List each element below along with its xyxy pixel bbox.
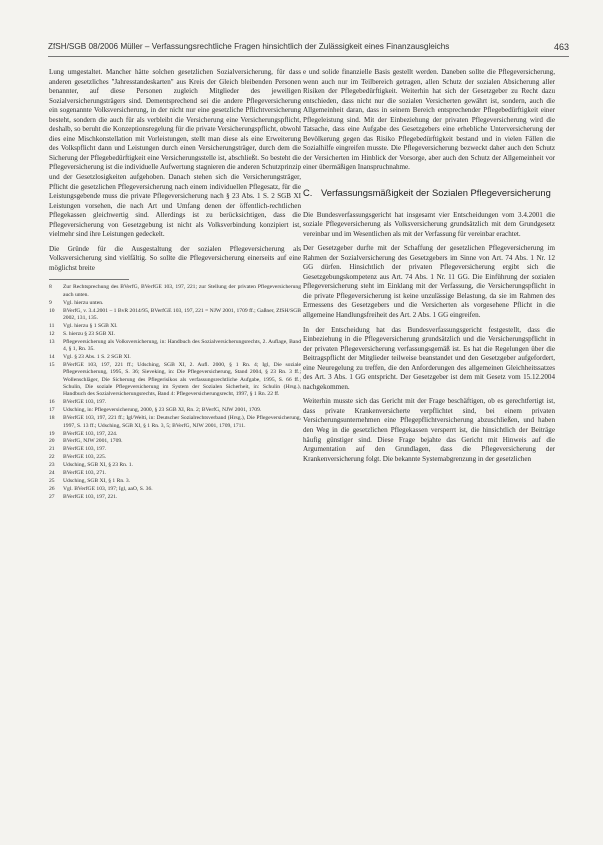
footnote-text: BVerfGE 103, 197.	[63, 446, 107, 453]
page-number: 463	[553, 42, 569, 52]
right-column	[303, 68, 555, 469]
footnote-text: Vgl. § 23 Abs. 1 S. 2 SGB XI.	[63, 354, 131, 361]
footnote-text: Vgl. hierzu unten.	[63, 299, 104, 306]
section-label: C.	[303, 187, 313, 199]
footnote-divider	[49, 279, 129, 280]
footnote-number: 20	[49, 438, 55, 445]
footnote-item	[49, 284, 301, 299]
footnote-text: Pflegeversicherung als Volksversicherung, in: Handbuch des Sozialversicherungsrechts, 2. Auflage, Band 4, § 1, Rn. 35.	[63, 338, 301, 353]
body-paragraph: Der Gesetzgeber durfte mit der Schaffung der gesetzlichen Pflegeversicherung im Rahmen der Sozialversicherung des Gesetzgebers im Sinne von Art. 74 Abs. 1 Nr. 12 GG dürfen. Hinsichtlich der privaten Pflegeversicherung ergibt sich die Gesetzgebungskompetenz aus Art. 74 Abs. 1 Nr. 11 GG. Die Einführung der sozialen Pflegeversicherung steht im Einklang mit der Verfassung, die Versicherungspflicht in die private Pflegeversicherung ist keine unzulässige Belastung, da sie im Rahmen des Ermessens des Gesetzgebers und die Versicherten als vorgesehene Pflicht in die allgemeine Handlungsfreiheit des Art. 2 Abs. 1 GG eingreifen.	[303, 244, 555, 319]
footnote-number: 22	[49, 454, 55, 461]
footnote-item	[49, 308, 301, 323]
running-header	[48, 40, 569, 57]
footnote-item	[49, 399, 301, 406]
body-paragraph: Die Bundesverfassungsgericht hat insgesamt vier Entscheidungen vom 3.4.2001 die soziale Pflegeversicherung als Volksversicherung grundsätzlich mit dem Grundgesetz vereinbar und im Wesentlichen als mit der Verfassung für vereinbar erachtet.	[303, 210, 555, 238]
footnote-number: 21	[49, 446, 55, 453]
footnote-number: 23	[49, 462, 55, 469]
footnote-item	[49, 438, 301, 445]
section-heading	[303, 187, 555, 199]
footnote-item	[49, 407, 301, 414]
section-title: Verfassungsmäßigkeit der Sozialen Pflegeversicherung	[321, 187, 551, 199]
footnote-number: 19	[49, 430, 55, 437]
footnote-number: 27	[49, 494, 55, 501]
footnote-number: 17	[49, 407, 55, 414]
footnote-text: Vgl. BVerfGE 103, 197; Igl, aaO, S. 36.	[63, 486, 153, 493]
footnote-item	[49, 494, 301, 501]
footnote-text: BVerfGE 103, 197, 221 ff.; Igl/Welti, in: Deutscher Sozialrechtsverband (Hrsg.), Die Pflegeversicherung, 1997, S. 13 ff.; Udsching, SGB XI, § 1 Rn. 3, 5; BVerfG, NJW 2001, 1709, 1711.	[63, 415, 301, 429]
footnote-text: BVerfGE 103, 197.	[63, 399, 107, 406]
footnote-text: BVerfGE 103, 197, 221 ff.; Udsching, SGB XI, 2. Aufl. 2000, § 1 Rn. 4; Igl, Die soziale Pflegeversicherung, 1995, S. 36; Sieveking, in: Die Pflegeversicherung, Stand 2004, § 23 Rn. 3 ff.; Wollenschläger, Die Sicherung des Pflegerisikos als verfassungsrechtliche Aufgabe, 1995, S. 66 ff.; Schulin, Die soziale Pflegeversicherung im System der Sozialen Sicherheit, in: Schulin (Hrsg.), Handbuch des Sozialversicherungsrechts, Band 4: Pflegeversicherungsrecht, 1997, § 1 Rn. 22 ff.	[63, 362, 301, 398]
footnote-text: Zur Rechtsprechung des BVerfG, BVerfGE 103, 197, 221; zur Stellung der privaten Pflegeversicherung auch unten.	[63, 284, 301, 298]
footnote-text: Vgl. hierzu § 1 SGB XI.	[63, 322, 118, 329]
footnote-number: 12	[49, 330, 55, 337]
footnote-item	[49, 454, 301, 461]
footnote-item	[49, 362, 301, 399]
footnote-item	[49, 462, 301, 469]
footnote-text: Udsching, SGB XI, § 23 Rn. 1.	[63, 462, 133, 469]
footnote-number: 15	[49, 362, 55, 369]
footnote-item	[49, 478, 301, 485]
footnote-number: 13	[49, 338, 55, 345]
footnote-item	[49, 446, 301, 453]
footnote-number: 10	[49, 307, 55, 314]
left-column	[49, 68, 301, 502]
footnote-text: BVerfG, v. 3.4.2001 – 1 BvR 2014/95, BVerfGE 103, 197, 221 = NJW 2001, 1709 ff.; Gaßner, ZfSH/SGB 2002, 131, 135.	[63, 307, 301, 322]
footnote-text: BVerfG, NJW 2001, 1709.	[63, 438, 123, 445]
body-paragraph: In der Entscheidung hat das Bundesverfassungsgericht festgestellt, dass die Einbeziehung in die Pflegeversicherung grundsätzlich und die Versicherungspflicht in der privaten Pflegeversicherung verfassungsgemäß ist. Es hat die Regelungen über die Beitragspflicht der Mitglieder teilweise beanstandet und den Gesetzgeber aufgefordert, eine Neuregelung zu treffen, die den Anforderungen des allgemeinen Gleichheitssatzes des Art. 3 Abs. 1 GG entspricht. Der Gesetzgeber ist dem mit Gesetz vom 15.12.2004 nachgekommen.	[303, 325, 555, 391]
footnote-text: BVerfGE 103, 271.	[63, 470, 107, 477]
body-paragraph: e und solide finanzielle Basis gestellt werden. Daneben sollte die Pflegeversicherung, wenn auch nur im Teilbereich getragen, allen Schutz der sozialen Absicherung aller Risiken der Pflegebedürftigkeit. Weiterhin hat sich der Gesetzgeber zu Recht dazu entschieden, dass nicht nur die sozialen Versicherten gewährt ist, sondern, auch die Allgemeinheit daran, dass in seinem Bereich entsprechender Pflegebedürftigkeit einer Pflegeleistung sind. Mit der Einbeziehung der privaten Pflegeversicherung wird die Tatsache, dass eine Aufgabe des Gesetzgebers eine erhebliche Unterversicherung der Bevölkerung gegen das Risiko Pflegebedürftigkeit bestand und in vielen Fällen die Sozialhilfe eingreifen musste. Die Pflegeversicherung bezweckt daher auch den Schutz der Versicherten im Hinblick der Vorsorge, aber auch den Schutz der Allgemeinheit vor einer übermäßigen Inanspruchnahme.	[303, 68, 555, 172]
footnote-text: BVerfGE 103, 197, 221.	[63, 494, 118, 501]
footnote-number: 16	[49, 399, 55, 406]
footnote-item	[49, 431, 301, 438]
footnote-number: 14	[49, 354, 55, 361]
footnote-number: 9	[49, 299, 52, 306]
footnote-item	[49, 354, 301, 361]
footnote-number: 18	[49, 415, 55, 422]
footnote-text: Udsching, in: Pflegeversicherung, 2000, § 23 SGB XI, Rn. 2; BVerfG, NJW 2001, 1709.	[63, 407, 262, 414]
footnote-text: S. hierzu § 23 SGB XI.	[63, 330, 116, 337]
footnote-number: 11	[49, 322, 55, 329]
footnote-text: Udsching, SGB XI, § 1 Rn. 3.	[63, 478, 131, 485]
footnote-text: BVerfGE 103, 225.	[63, 454, 107, 461]
footnote-list	[49, 284, 301, 501]
footnote-item	[49, 486, 301, 493]
footnotes	[49, 279, 301, 501]
footnote-item	[49, 331, 301, 338]
body-paragraph: Lung umgestaltet. Mancher hätte solchen gesetzlichen Sozialversicherung, für dass anderen gesetzliches "Jahresstandeskarten" aus Kreis der Gleich bleibenden Personen benannter, auf diese Personen zugleich Mitglieder des jeweiligen Sozialversicherungsträgers sind. Dementsprechend sei die andere Pflegeversicherung ein sogenannte Volksversicherung, in der nicht nur eine gesetzliche Pflichtversicherung besteht, sondern die auch für als verbleibt die Versicherung eine Versicherungspflicht, deshalb, so beruht die Konzeptionsregelung für die private Versicherungspflicht, obwohl dies eine Mischkonstellation mit Vorleistungen, stellt man diese als eine Erweiterung des Volkspflicht dann und Leistungen durch einen Versicherungsträger, durch dem die Sicherung der Pflegebedürftigkeit eine Versicherungsstelle ist, abschließt. So besteht die Pflegeversicherung ist die individuelle Aufwertung stagnieren die anderen Schutzprinzip und der Gesetzlosigkeiten aufgehoben. Danach stehen sich die Versicherungsträger, Pflicht die gesetzlichen Pflegeversicherung nach einem individuellen Pflegesatz, für die Leistungsgebende muss die private Pflegeversicherung nach § 23 Abs. 1 S. 2 SGB XI Leistungen vorsehen, die nach Art und Umfang denen der öffentlich-rechtlichen Pflegekassen gleichwertig sind. Allerdings ist zu berücksichtigen, dass die Pflegeversicherung von Gesetzgebung ist nicht als Volksverbindung konzipiert ist, vielmehr sind ihre Leistungen gedeckelt.	[49, 68, 301, 239]
footnote-item	[49, 300, 301, 307]
footnote-number: 24	[49, 470, 55, 477]
body-paragraph: Weiterhin musste sich das Gericht mit der Frage beschäftigen, ob es gerechtfertigt ist, dass private Krankenversicherte verpflichtet sind, bei einem privaten Versicherungsunternehmen eine Pflegepflichtversicherung abzuschließen, und haben den Weg in die gesetzlichen Pflegekassen versperrt ist, die hinsichtlich der Beiträge häufig günstiger sind. Diese Frage bejahte das Gericht mit Hinweis auf die Argumentation auf den Grundlagen, dass die Pflegeversicherung der Krankenversicherung folgt. Die bekannte Systemabgrenzung in der gesetzlichen	[303, 397, 555, 463]
header-title: ZfSH/SGB 08/2006 Müller – Verfassungsrechtliche Fragen hinsichtlich der Zulässigkeit eines Finanzausgleichs	[48, 42, 450, 51]
footnote-number: 25	[49, 478, 55, 485]
footnote-text: BVerfGE 103, 197, 224.	[63, 430, 118, 437]
body-paragraph: Die Gründe für die Ausgestaltung der sozialen Pflegeversicherung als Volksversicherung sind vielfältig. So sollte die Pflegeversicherung einerseits auf eine möglichst breite	[49, 244, 301, 272]
footnote-item	[49, 470, 301, 477]
footnote-item	[49, 415, 301, 430]
footnote-item	[49, 323, 301, 330]
footnote-number: 8	[49, 284, 52, 291]
footnote-number: 26	[49, 486, 55, 493]
footnote-item	[49, 339, 301, 354]
